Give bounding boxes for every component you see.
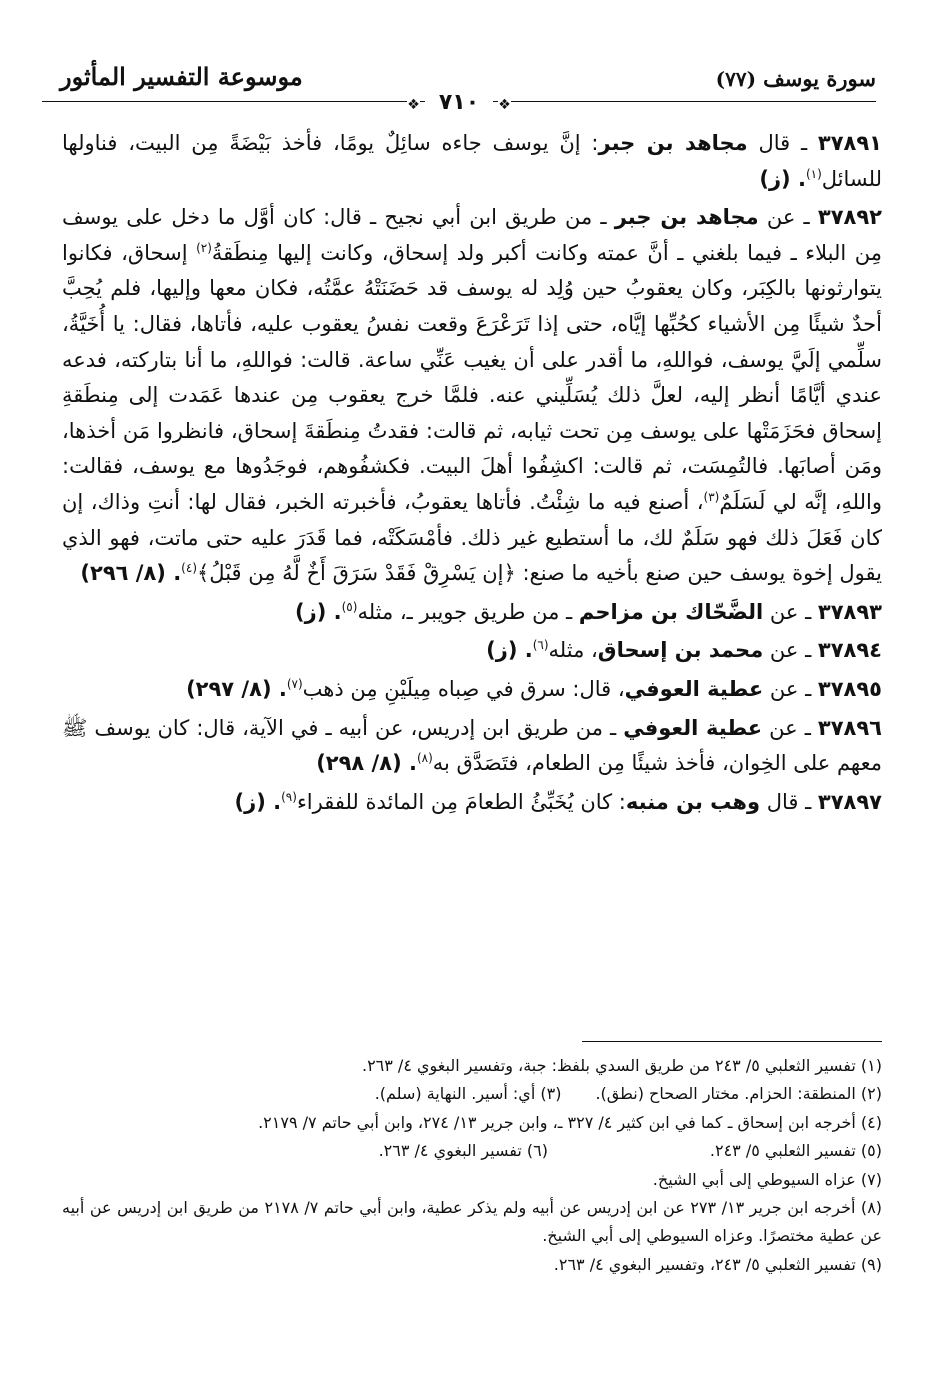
entry-text: ـ عن [763, 638, 818, 663]
entry-text: : كان يُخَبِّئُ الطعامَ مِن المائدة للفقراء [296, 789, 626, 814]
source-ref: . (ز) [234, 789, 282, 814]
entry-text: ـ قال [747, 131, 818, 155]
narrator-name: محمد بن إسحاق [597, 638, 764, 663]
entry-text: ، قال: سرق في صِباه مِيلَيْنِ مِن ذهب [302, 676, 625, 701]
entry-number: ٣٧٨٩١ [817, 131, 882, 155]
source-ref: . (ز) [295, 599, 342, 624]
footnote-row [62, 1080, 882, 1108]
entry-text: ـ من طريق ابن أبي نجيح ـ قال: كان أوَّل ما دخل على يوسف مِن البلاء ـ فيما بلغني ـ أنَّ عمته وكانت أكبر ولد إسحاق، وكانت إليها مِنطَقةُ [62, 205, 882, 265]
verse-number: (٧٧) [715, 67, 757, 91]
footnote-4: (٤) أخرجه ابن إسحاق ـ كما في ابن كثير ٤/ ٣٢٧ ـ، وابن جرير ١٣/ ٢٧٤، وابن أبي حاتم ٧/ ٢١٧٩. [258, 1112, 882, 1132]
footnote-5: (٥) تفسير الثعلبي ٥/ ٢٤٣. [709, 1141, 882, 1161]
entry-text: ـ من طريق جويبر ـ، مثله [357, 599, 579, 624]
footnote-ref[interactable]: (٩) [281, 789, 297, 804]
source-ref: . (٨/ ٢٩٨) [316, 751, 417, 776]
source-ref: . (ز) [486, 638, 533, 663]
footnote-ref[interactable]: (٤) [181, 561, 197, 576]
footnote-9: (٩) تفسير الثعلبي ٥/ ٢٤٣، وتفسير البغوي ٤/ ٢٦٣. [553, 1254, 882, 1274]
narrator-name: مجاهد بن جبر [614, 205, 759, 230]
footnote-ref[interactable]: (٦) [532, 638, 549, 653]
narrator-name: عطية العوفي [624, 676, 764, 701]
entry-text: ـ عن [762, 715, 818, 740]
entry-number: ٣٧٨٩٤ [817, 638, 882, 663]
narrator-name: عطية العوفي [623, 715, 763, 740]
entry-37897 [62, 785, 882, 821]
footnote-ref[interactable]: (٣) [703, 489, 720, 504]
entry-37891 [62, 126, 882, 197]
entry-text: ـ عن [763, 599, 818, 624]
footnote-6: (٦) تفسير البغوي ٤/ ٢٦٣. [378, 1141, 548, 1161]
entry-37895 [62, 672, 882, 708]
narrator-name: الضَّحّاك بن مزاحم [578, 599, 764, 624]
footnote-ref[interactable]: (٧) [286, 676, 303, 691]
footnote-7: (٧) عزاه السيوطي إلى أبي الشيخ. [652, 1169, 882, 1189]
footnote-8: (٨) أخرجه ابن جرير ١٣/ ٢٧٣ عن ابن إدريس عن أبيه ولم يذكر عطية، وابن أبي حاتم ٧/ ٢١٧٨ من طريق ابن إدريس عن أبيه عن عطية مختصرًا. وعزاه السيوطي إلى أبي الشيخ. [62, 1198, 883, 1246]
entry-number: ٣٧٨٩٧ [817, 789, 882, 814]
footnotes [62, 1052, 882, 1279]
entry-text: ـ عن [758, 205, 818, 230]
entry-number: ٣٧٨٩٢ [817, 205, 882, 230]
footnote-divider [582, 1041, 882, 1042]
entry-text: ، أصنع فيه ما شِئْتُ. فأتاها يعقوبُ، فأخبرته الخبر، فقال لها: أنتِ وذاك، إن كان فَعَلَ ذلك فهو سَلَمٌ لك، ما أستطيع غير ذلك. فأمْسَكَتْه، فما قَدَرَ عليه حتى ماتت، فهو الذي يقول إخوة يوسف حين صنع بأخيه ما صنع: [62, 489, 882, 586]
source-ref: . (٨/ ٢٩٦) [80, 561, 182, 586]
entry-37894 [62, 633, 882, 669]
source-ref: . (٨/ ٢٩٧) [186, 676, 287, 701]
footnote-ref[interactable]: (٨) [416, 751, 433, 766]
entry-37893 [62, 595, 882, 631]
page-number: ٧١٠ [425, 90, 493, 115]
entry-text: ، مثله [548, 638, 598, 663]
entry-37892 [62, 200, 882, 592]
ornament-icon: ❖ [407, 97, 420, 113]
footnote-row [62, 1137, 882, 1165]
entry-text: ـ عن [763, 676, 818, 701]
surah-name: سورة يوسف [763, 66, 876, 91]
main-text [62, 126, 882, 823]
entry-text: ـ قال [760, 789, 818, 814]
entry-number: ٣٧٨٩٣ [817, 599, 882, 624]
footnote-ref[interactable]: (٥) [341, 599, 358, 614]
running-head-surah [716, 66, 876, 91]
entry-text: : إنَّ يوسف جاءه سائِلٌ يومًا، فأخذ بَيْضَةً مِن البيت، فناولها للسائل [62, 131, 882, 191]
entry-text: ـ من طريق ابن إدريس، عن أبيه ـ في الآية، قال: كان يوسف ﷺ معهم على الخِوان، فأخذ شيئًا مِن الطعام، فتَصَدَّق به [62, 715, 882, 776]
narrator-name: مجاهد بن جبر [598, 131, 748, 155]
narrator-name: وهب بن منبه [625, 789, 761, 814]
footnote-ref[interactable]: (١) [805, 166, 822, 181]
entry-number: ٣٧٨٩٥ [817, 676, 882, 701]
quran-quote: ﴿إن يَسْرِقْ فَقَدْ سَرَقَ أَخٌ لَّهُ مِن قَبْلُ﴾ [197, 561, 516, 586]
page-number-band [42, 90, 876, 115]
footnote-1: (١) تفسير الثعلبي ٥/ ٢٤٣ من طريق السدي بلفظ: جبة، وتفسير البغوي ٤/ ٢٦٣. [361, 1056, 882, 1075]
source-ref: . (ز) [759, 166, 806, 191]
entry-37896 [62, 711, 882, 782]
footnote-ref[interactable]: (٢) [196, 240, 212, 255]
footnote-3: (٣) أي: أسير. النهاية (سلم). [374, 1084, 562, 1104]
entry-text: إسحاق، فكانوا يتوارثونها بالكِبَر، وكان يعقوبُ حين وُلِد له يوسف قد حَضَنَتْهُ عمَّتُه، فكان معها وإليها، فلم يُحِبَّ أحدٌ شيئًا مِن الأشياء كحُبِّها إيَّاه، حتى إذا تَرَعْرَعَ وقعت نفسُ يعقوب عليه، فأتاها، فقال: يا أُخَيَّةُ، سلِّمي إلَيَّ يوسف، فواللهِ، ما أقدر على أن يغيب عَنِّي ساعة. قالت: فواللهِ، ما أنا بتاركته، فدعه عندي أيَّامًا أنظر إليه، لعلَّ ذلك يُسَلِّيني عنه. فلمَّا خرج يعقوب مِن عندها عَمَدت إلى مِنطَقةِ إسحاق فحَزَمَتْها على يوسف مِن تحت ثيابه، ثم قالت: فقدتُ مِنطَقةَ إسحاق، فانظروا مَن أخذها، ومَن أصابَها. فالتُمِسَت، ثم قالت: اكشِفُوا أهلَ البيت. فكشفُوهم، فوجَدُوها مع يوسف، فقالت: واللهِ، إنَّه لي لَسَلَمٌ [62, 240, 882, 514]
footnote-2: (٢) المنطقة: الحزام. مختار الصحاح (نطق). [595, 1084, 882, 1104]
entry-number: ٣٧٨٩٦ [817, 715, 882, 740]
ornament-icon: ❖ [498, 97, 511, 113]
book-title: موسوعة التفسير المأثور [60, 62, 303, 91]
